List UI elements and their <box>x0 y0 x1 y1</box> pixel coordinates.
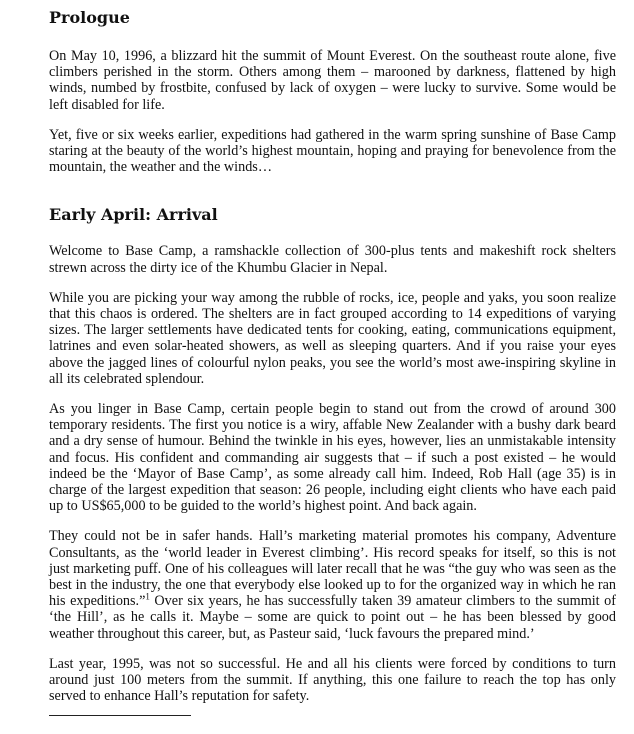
footnote-separator-rule <box>49 715 191 716</box>
arrival-paragraph-last-year: Last year, 1995, was not so successful. He and all his clients were forced by conditions to turn around just 100 meters from the summit. If anything, this one failure to reach the top has only served to enhance Hall’s reputation for safety. <box>49 655 616 705</box>
section-heading-prologue: Prologue <box>49 8 130 27</box>
section-heading-arrival: Early April: Arrival <box>49 205 218 225</box>
footnote-marker[interactable]: 1 <box>145 591 150 602</box>
arrival-paragraph-welcome: Welcome to Base Camp, a ramshackle collection of 300-plus tents and makeshift rock shelters strewn across the dirty ice of the Khumbu Glacier in Nepal. <box>49 243 616 276</box>
arrival-paragraph-rob-hall: As you linger in Base Camp, certain people begin to stand out from the crowd of around 300 temporary residents. The first you notice is a wiry, affable New Zealander with a bushy dark beard and a dry sense of humour. Behind the twinkle in his eyes, however, lies an unmistakable intensity and focus. His confident and commanding air suggests that – if such a post existed – he would indeed be the ‘Mayor of Base Camp’, as some already call him. Indeed, Rob Hall (age 35) is in charge of the largest expedition that season: 26 people, including eight clients who have each paid up to US$65,000 to be guided to the world’s highest point. And back again. <box>49 401 616 515</box>
paragraph-text-before-footnote: They could not be in safer hands. Hall’s marketing material promotes his company, Adventure Consultants, as the ‘world leader in Everest climbing’. His record speaks for itself, so this is not just marketing puff. One of his colleagues will later recall that he was “the guy who was seen as the best in the industry, the one that everybody else looked up to for the organized way in which he ran his expeditions.” <box>49 528 616 610</box>
document-page <box>49 8 616 716</box>
arrival-paragraph-safer-hands <box>49 528 616 641</box>
arrival-paragraph-chaos: While you are picking your way among the rubble of rocks, ice, people and yaks, you soon realize that this chaos is ordered. The shelters are in fact grouped according to 14 expeditions of varying sizes. The larger settlements have dedicated tents for cooking, eating, communications equipment, latrines and even solar-heated showers, as well as sleeping quarters. And if you raise your eyes above the jagged lines of colourful nylon peaks, you see the world’s most awe-inspiring skyline in all its celebrated splendour. <box>49 289 616 387</box>
prologue-paragraph-1: On May 10, 1996, a blizzard hit the summit of Mount Everest. On the southeast route alone, five climbers perished in the storm. Others among them – marooned by darkness, flattened by high winds, numbed by frostbite, confused by lack of oxygen – were lucky to survive. Some would be left disabled for life. <box>49 48 616 113</box>
paragraph-text-after-footnote: Over six years, he has successfully taken 39 amateur climbers to the summit of ‘the Hill’, as he calls it. Maybe – some are quick to point out – he has been blessed by good weather throughout this career, but, as Pasteur said, ‘luck favours the prepared mind.’ <box>49 593 616 642</box>
prologue-paragraph-2: Yet, five or six weeks earlier, expeditions had gathered in the warm spring sunshine of Base Camp staring at the beauty of the world’s highest mountain, hoping and praying for benevolence from the mountain, the weather and the winds… <box>49 126 616 176</box>
